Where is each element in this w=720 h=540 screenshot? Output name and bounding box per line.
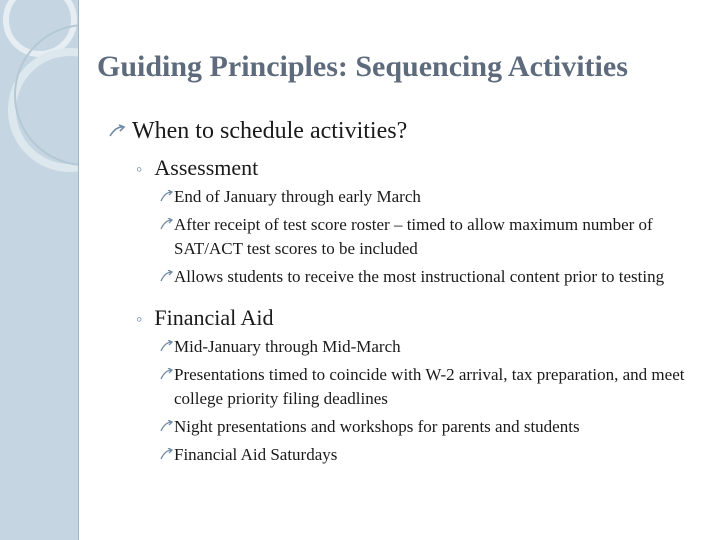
arrow-bullet-icon: [160, 190, 173, 202]
list-item-text: After receipt of test score roster – timed to allow maximum number of SAT/ACT test scores to be included: [174, 215, 653, 258]
page-title: Guiding Principles: Sequencing Activities: [97, 50, 628, 83]
arrow-bullet-icon: [160, 448, 173, 460]
list-item-text: Allows students to receive the most instructional content prior to testing: [174, 267, 665, 286]
section-list: [160, 335, 708, 467]
list-item: [160, 265, 708, 289]
list-item: [160, 335, 708, 359]
decorative-circles: [0, 0, 78, 540]
list-item: [160, 443, 708, 467]
list-item-text: Financial Aid Saturdays: [174, 445, 338, 464]
list-item-text: Mid-January through Mid-March: [174, 337, 401, 356]
list-item: [160, 185, 708, 209]
list-item: [160, 415, 708, 439]
section-heading: [136, 155, 708, 181]
question-text: When to schedule activities?: [132, 118, 408, 144]
arrow-bullet-icon: [160, 340, 173, 352]
arrow-bullet-icon: [108, 124, 126, 138]
list-item: [160, 363, 708, 411]
section-heading-text: Assessment: [154, 155, 259, 180]
question-bullet: [108, 118, 708, 145]
section-heading: [136, 305, 708, 331]
list-item-text: Presentations timed to coincide with W-2 arrival, tax preparation, and meet college priority filing deadlines: [174, 365, 685, 408]
list-item-text: Night presentations and workshops for parents and students: [174, 417, 580, 436]
arrow-bullet-icon: [160, 368, 173, 380]
list-item-text: End of January through early March: [174, 187, 421, 206]
ring-bullet-icon: ◦: [136, 309, 143, 329]
arrow-bullet-icon: [160, 420, 173, 432]
arrow-bullet-icon: [160, 218, 173, 230]
ring-bullet-icon: ◦: [136, 159, 143, 179]
arrow-bullet-icon: [160, 270, 173, 282]
section-list: [160, 185, 708, 289]
slide-content: [108, 118, 708, 483]
list-item: [160, 213, 708, 261]
decorative-sidebar: [0, 0, 79, 540]
section-heading-text: Financial Aid: [154, 305, 274, 330]
